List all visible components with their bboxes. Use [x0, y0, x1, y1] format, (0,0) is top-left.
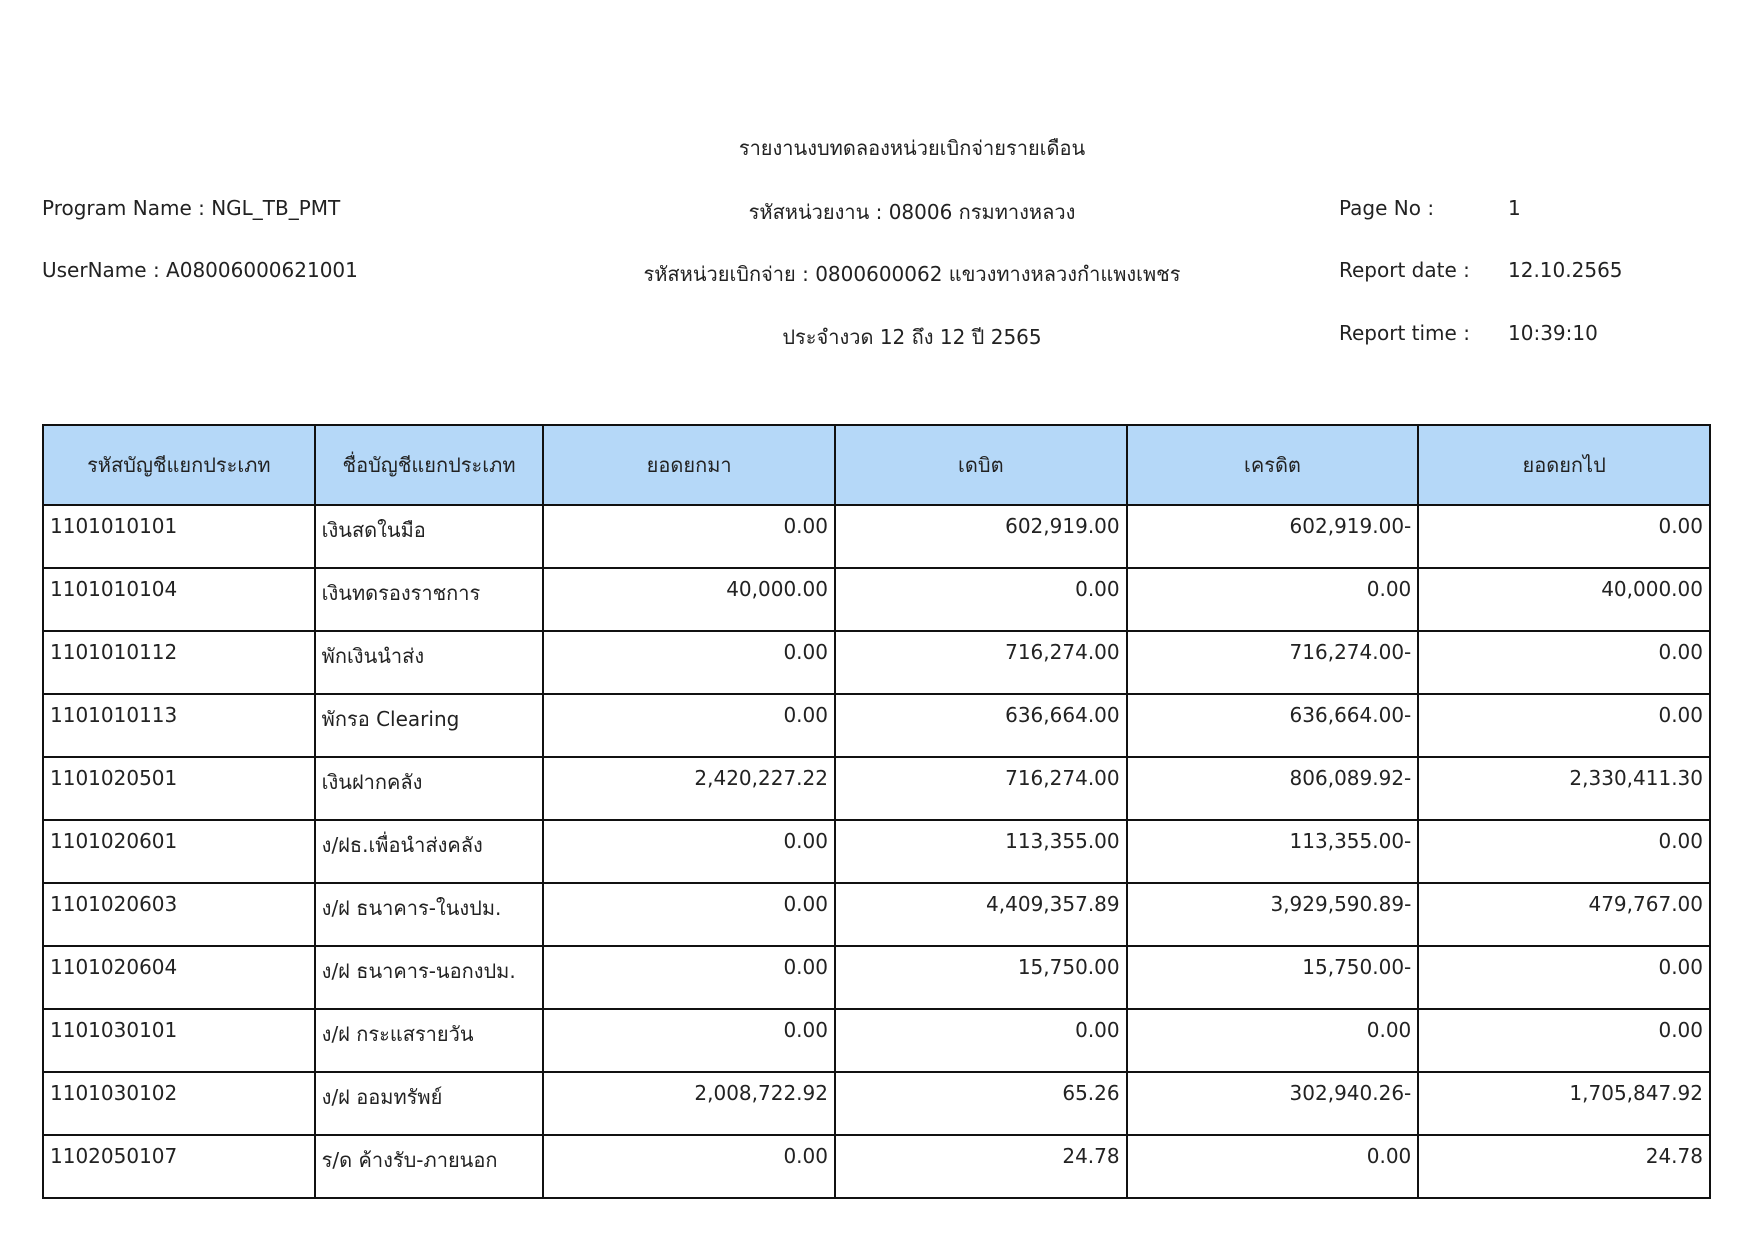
debit: 636,664.00: [835, 694, 1127, 757]
header-account-name: ชื่อบัญชีแยกประเภท: [315, 425, 544, 505]
opening-balance: 0.00: [543, 1009, 835, 1072]
header-account-code: รหัสบัญชีแยกประเภท: [43, 425, 315, 505]
report-title: รายงานงบทดลองหน่วยเบิกจ่ายรายเดือน: [738, 136, 1086, 160]
account-name: พักรอ Clearing: [315, 694, 544, 757]
debit: 0.00: [835, 1009, 1127, 1072]
closing-balance: 0.00: [1418, 505, 1710, 568]
table-row: [43, 568, 1710, 631]
credit: 716,274.00-: [1127, 631, 1419, 694]
opening-balance: 0.00: [543, 694, 835, 757]
account-code: 1101010104: [43, 568, 315, 631]
opening-balance: 0.00: [543, 1135, 835, 1198]
account-code: 1101030102: [43, 1072, 315, 1135]
table-row: [43, 694, 1710, 757]
account-code: 1101020601: [43, 820, 315, 883]
unit-line: รหัสหน่วยเบิกจ่าย : 0800600062 แขวงทางหลวงกำแพงเพชร: [643, 262, 1181, 286]
table-row: [43, 1072, 1710, 1135]
report-date-label: Report date :: [1339, 258, 1470, 282]
table-row: [43, 1135, 1710, 1198]
opening-balance: 0.00: [543, 883, 835, 946]
account-code: 1101020501: [43, 757, 315, 820]
closing-balance: 0.00: [1418, 631, 1710, 694]
debit: 716,274.00: [835, 631, 1127, 694]
account-code: 1101020604: [43, 946, 315, 1009]
table-row: [43, 631, 1710, 694]
account-name: เงินทดรองราชการ: [315, 568, 544, 631]
account-code: 1101010101: [43, 505, 315, 568]
header-debit: เดบิต: [835, 425, 1127, 505]
credit: 3,929,590.89-: [1127, 883, 1419, 946]
closing-balance: 2,330,411.30: [1418, 757, 1710, 820]
table-row: [43, 883, 1710, 946]
credit: 0.00: [1127, 1135, 1419, 1198]
opening-balance: 2,008,722.92: [543, 1072, 835, 1135]
account-name: ง/ฝ ธนาคาร-ในงปม.: [315, 883, 544, 946]
credit: 113,355.00-: [1127, 820, 1419, 883]
report-time-label: Report time :: [1339, 321, 1470, 345]
opening-balance: 0.00: [543, 505, 835, 568]
account-name: ร/ด ค้างรับ-ภายนอก: [315, 1135, 544, 1198]
debit: 15,750.00: [835, 946, 1127, 1009]
closing-balance: 0.00: [1418, 946, 1710, 1009]
table-row: [43, 946, 1710, 1009]
account-name: เงินฝากคลัง: [315, 757, 544, 820]
debit: 113,355.00: [835, 820, 1127, 883]
credit: 0.00: [1127, 568, 1419, 631]
header-closing-balance: ยอดยกไป: [1418, 425, 1710, 505]
account-name: พักเงินนำส่ง: [315, 631, 544, 694]
report-time-value: 10:39:10: [1508, 321, 1598, 345]
closing-balance: 479,767.00: [1418, 883, 1710, 946]
page-no-value: 1: [1508, 196, 1521, 220]
closing-balance: 0.00: [1418, 694, 1710, 757]
account-code: 1101030101: [43, 1009, 315, 1072]
table-row: [43, 505, 1710, 568]
credit: 636,664.00-: [1127, 694, 1419, 757]
account-name: ง/ฝ ออมทรัพย์: [315, 1072, 544, 1135]
account-code: 1101010113: [43, 694, 315, 757]
debit: 24.78: [835, 1135, 1127, 1198]
credit: 602,919.00-: [1127, 505, 1419, 568]
header-credit: เครดิต: [1127, 425, 1419, 505]
period-line: ประจำงวด 12 ถึง 12 ปี 2565: [782, 325, 1042, 349]
table-row: [43, 1009, 1710, 1072]
credit: 15,750.00-: [1127, 946, 1419, 1009]
closing-balance: 40,000.00: [1418, 568, 1710, 631]
report-date-value: 12.10.2565: [1508, 258, 1623, 282]
account-code: 1102050107: [43, 1135, 315, 1198]
account-name: เงินสดในมือ: [315, 505, 544, 568]
program-name: Program Name : NGL_TB_PMT: [42, 196, 341, 220]
account-name: ง/ฝ ธนาคาร-นอกงปม.: [315, 946, 544, 1009]
closing-balance: 0.00: [1418, 1009, 1710, 1072]
trial-balance-table: [42, 424, 1711, 1199]
credit: 806,089.92-: [1127, 757, 1419, 820]
debit: 65.26: [835, 1072, 1127, 1135]
agency-line: รหัสหน่วยงาน : 08006 กรมทางหลวง: [748, 200, 1076, 224]
user-name: UserName : A08006000621001: [42, 258, 358, 282]
debit: 602,919.00: [835, 505, 1127, 568]
page-no-label: Page No :: [1339, 196, 1435, 220]
table-row: [43, 820, 1710, 883]
debit: 716,274.00: [835, 757, 1127, 820]
opening-balance: 0.00: [543, 820, 835, 883]
debit: 0.00: [835, 568, 1127, 631]
closing-balance: 24.78: [1418, 1135, 1710, 1198]
account-code: 1101020603: [43, 883, 315, 946]
account-name: ง/ฝ กระแสรายวัน: [315, 1009, 544, 1072]
account-code: 1101010112: [43, 631, 315, 694]
closing-balance: 1,705,847.92: [1418, 1072, 1710, 1135]
opening-balance: 40,000.00: [543, 568, 835, 631]
credit: 302,940.26-: [1127, 1072, 1419, 1135]
debit: 4,409,357.89: [835, 883, 1127, 946]
table-header-row: [43, 425, 1710, 505]
header-opening-balance: ยอดยกมา: [543, 425, 835, 505]
credit: 0.00: [1127, 1009, 1419, 1072]
table-row: [43, 757, 1710, 820]
account-name: ง/ฝธ.เพื่อนำส่งคลัง: [315, 820, 544, 883]
opening-balance: 0.00: [543, 946, 835, 1009]
opening-balance: 2,420,227.22: [543, 757, 835, 820]
opening-balance: 0.00: [543, 631, 835, 694]
closing-balance: 0.00: [1418, 820, 1710, 883]
